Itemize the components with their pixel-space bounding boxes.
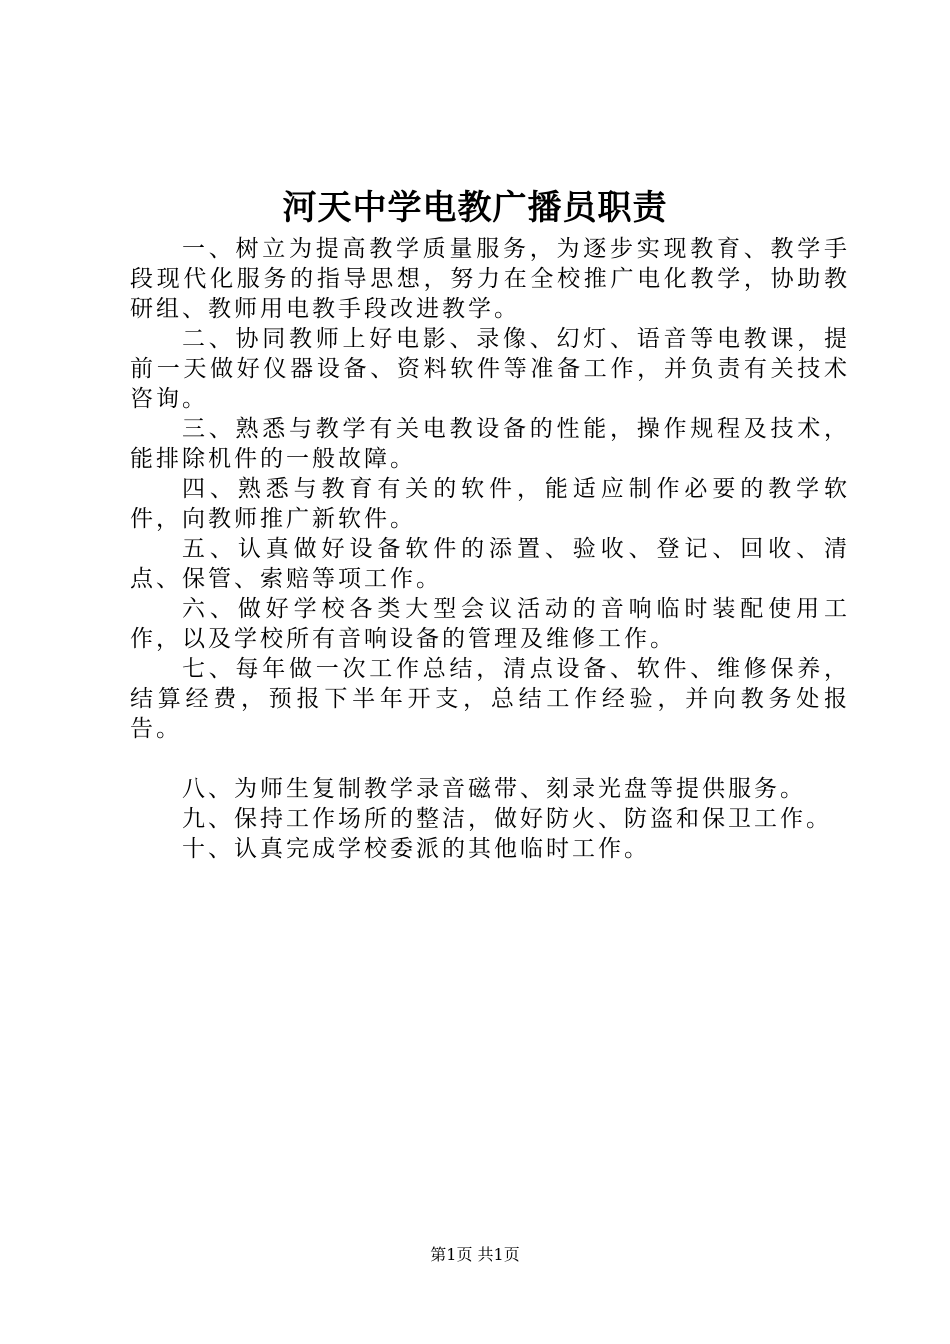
page-footer: 第1页 共1页 (430, 1245, 520, 1264)
paragraph-gap (130, 744, 850, 774)
duty-item-10: 十、认真完成学校委派的其他临时工作。 (182, 836, 650, 862)
duty-item-8: 八、为师生复制教学录音磁带、刻录光盘等提供服务。 (182, 776, 806, 802)
duty-item-4: 四、熟悉与教育有关的软件，能适应制作必要的教学软件，向教师推广新软件。 (130, 476, 850, 532)
document-title: 河天中学电教广播员职责 (282, 188, 668, 228)
duty-item-5: 五、认真做好设备软件的添置、验收、登记、回收、清点、保管、索赔等项工作。 (130, 536, 850, 592)
duty-item-7: 七、每年做一次工作总结，清点设备、软件、维修保养，结算经费，预报下半年开支，总结工作经验，并向教务处报告。 (130, 656, 850, 742)
duty-item-9: 九、保持工作场所的整洁，做好防火、防盗和保卫工作。 (182, 806, 832, 832)
duty-item-3: 三、熟悉与教学有关电教设备的性能，操作规程及技术，能排除机件的一般故障。 (130, 416, 850, 472)
duty-item-2: 二、协同教师上好电影、录像、幻灯、语音等电教课，提前一天做好仪器设备、资料软件等准备工作，并负责有关技术咨询。 (130, 326, 850, 412)
document-body (130, 234, 850, 864)
duty-item-6: 六、做好学校各类大型会议活动的音响临时装配使用工作，以及学校所有音响设备的管理及维修工作。 (130, 596, 850, 652)
duty-item-1: 一、树立为提高教学质量服务，为逐步实现教育、教学手段现代化服务的指导思想，努力在全校推广电化教学，协助教研组、教师用电教手段改进教学。 (130, 236, 850, 322)
